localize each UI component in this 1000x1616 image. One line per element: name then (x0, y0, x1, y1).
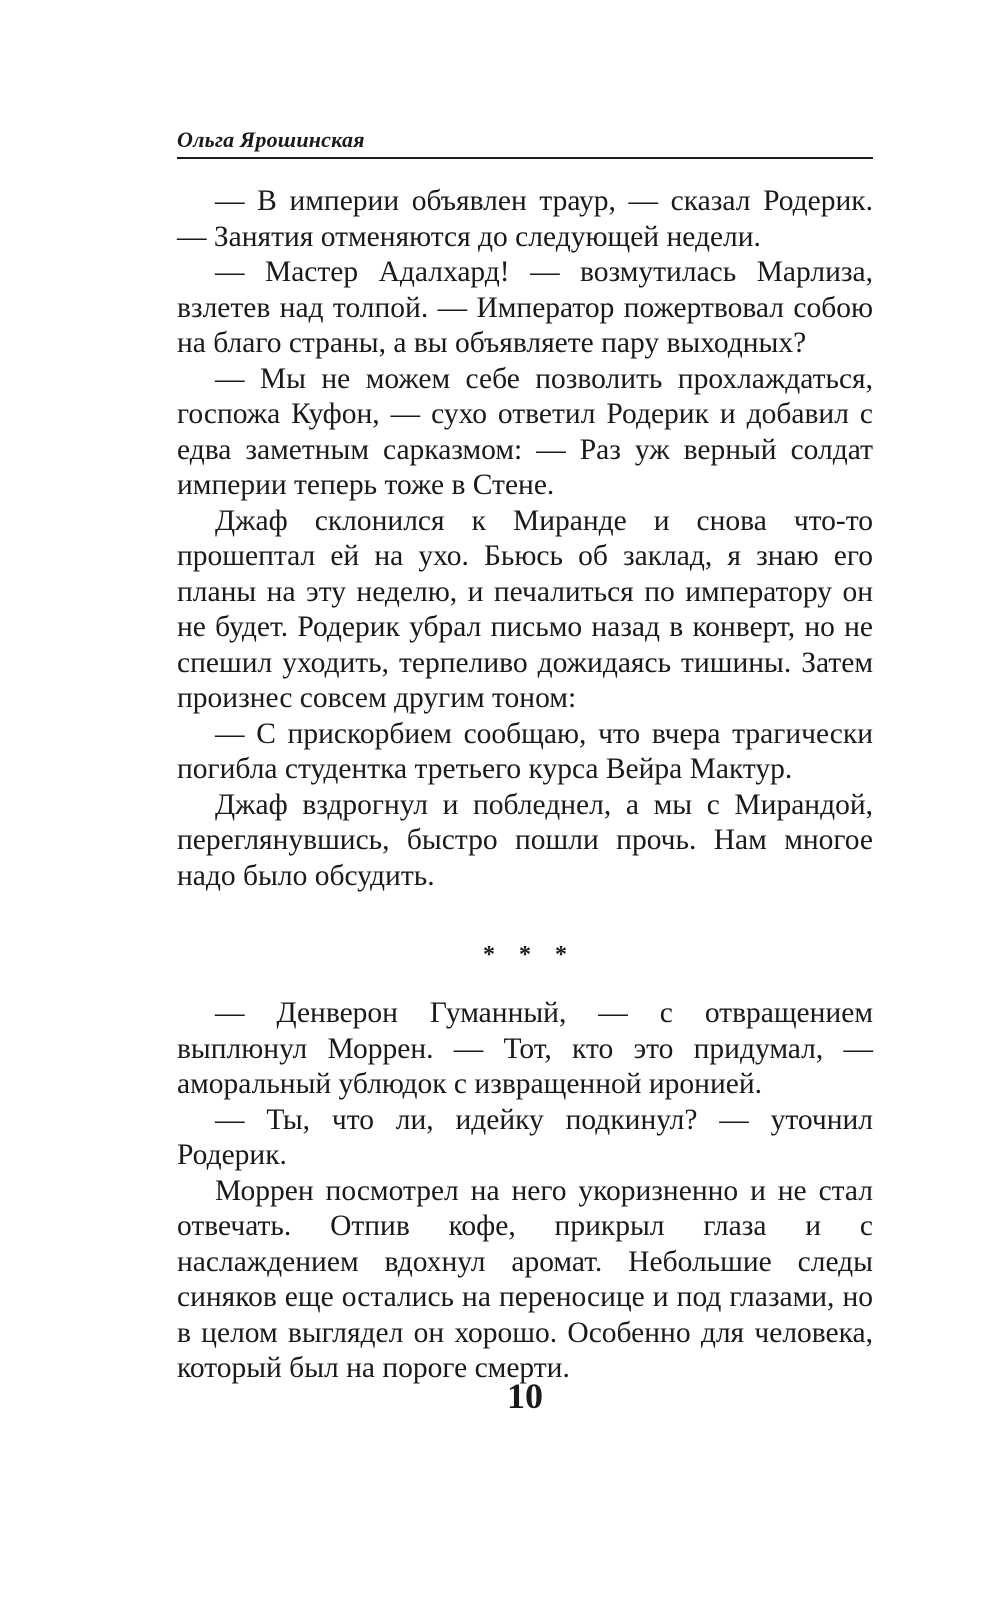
paragraph: — Мы не можем себе позволить прохлаждаться, госпожа Куфон, — сухо ответил Родерик и добавил с едва заметным сарказмом: — Раз уж верный солдат империи теперь тоже в Стене. (177, 362, 873, 501)
book-page (177, 0, 873, 1616)
paragraph: — В империи объявлен траур, — сказал Родерик. — Занятия отменяются до следующей недели. (177, 185, 873, 253)
paragraph: — Мастер Адалхард! — возмутилась Марлиза, взлетев над толпой. — Император пожертвовал собою на благо страны, а вы объявляете пару выходных? (177, 256, 873, 359)
header-rule (177, 157, 873, 159)
paragraph: — Денверон Гуманный, — с отвращением выплюнул Моррен. — Тот, кто это придумал, — аморальный ублюдок с извращенной иронией. (177, 997, 873, 1100)
text-block-first-scene (177, 184, 873, 894)
paragraph: Моррен посмотрел на него укоризненно и не стал отвечать. Отпив кофе, прикрыл глаза и с наслаждением вдохнул аромат. Небольшие следы синяков еще остались на переносице и под глазами, но в целом выглядел он хорошо. Особенно для человека, который был на пороге смерти. (177, 1174, 873, 1384)
paragraph: Джаф склонился к Миранде и снова что-то прошептал ей на ухо. Бьюсь об заклад, я знаю его планы на эту неделю, и печалиться по императору он не будет. Родерик убрал письмо назад в конверт, но не спешил уходить, терпеливо дожидаясь тишины. Затем произнес совсем другим тоном: (177, 504, 873, 714)
paragraph: — С прискорбием сообщаю, что вчера трагически погибла студентка третьего курса Вейра Мактур. (177, 717, 873, 785)
section-break-asterisks: * * * (483, 942, 567, 968)
paragraph: Джаф вздрогнул и побледнел, а мы с Мирандой, переглянувшись, быстро пошли прочь. Нам многое надо было обсудить. (177, 788, 873, 892)
running-head-author: Ольга Ярошинская (177, 127, 365, 152)
text-block-second-scene (177, 996, 873, 1387)
page-number: 10 (507, 1376, 543, 1416)
paragraph: — Ты, что ли, идейку подкинул? — уточнил Родерик. (177, 1103, 873, 1171)
